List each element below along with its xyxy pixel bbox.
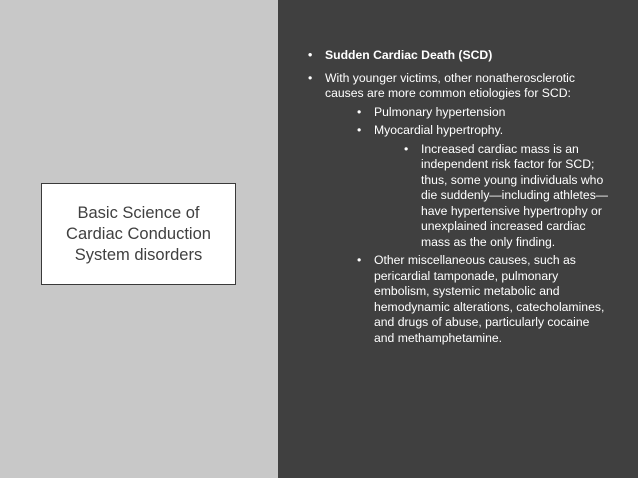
bullet-glyph: •	[357, 253, 362, 267]
bullet-text: Myocardial hypertrophy.	[374, 123, 504, 137]
title-line: System disorders	[74, 245, 203, 264]
slide-title	[60, 203, 217, 266]
bullet-glyph: •	[308, 70, 313, 85]
bullet-text: With younger victims, other nonatherosclerotic causes are more common etiologies for SCD:	[325, 70, 575, 100]
bullet-glyph: •	[308, 48, 313, 62]
bullet-item	[308, 48, 608, 64]
sub-bullet-item	[357, 123, 608, 250]
bullet-glyph: •	[357, 104, 362, 119]
sub-sub-bullet-item	[404, 142, 608, 251]
left-panel	[0, 0, 278, 478]
bullet-text: Pulmonary hypertension	[374, 104, 506, 119]
sub-bullet-list	[357, 105, 608, 347]
bullet-list	[308, 48, 608, 346]
bullet-glyph: •	[357, 123, 362, 137]
bullet-text: Increased cardiac mass is an independent risk factor for SCD; thus, some young individuals who die suddenly—including athletes—have hypertensive hypertrophy or unexplained increased cardiac mass as the only finding.	[421, 141, 608, 249]
sub-bullet-item	[357, 105, 608, 121]
bullet-item	[308, 71, 608, 347]
bullet-text: Other miscellaneous causes, such as pericardial tamponade, pulmonary embolism, systemic metabolic and hemodynamic alterations, catecholamines, and drugs of abuse, particularly cocaine and methamphetamine.	[374, 253, 605, 345]
title-box	[41, 183, 236, 285]
title-line: Cardiac Conduction	[66, 224, 211, 243]
title-line: Basic Science of	[77, 203, 200, 222]
sub-sub-bullet-list	[404, 142, 608, 251]
bullet-glyph: •	[404, 141, 409, 156]
bullet-content	[308, 48, 608, 353]
sub-bullet-item	[357, 253, 608, 346]
bullet-text: Sudden Cardiac Death (SCD)	[325, 48, 493, 62]
